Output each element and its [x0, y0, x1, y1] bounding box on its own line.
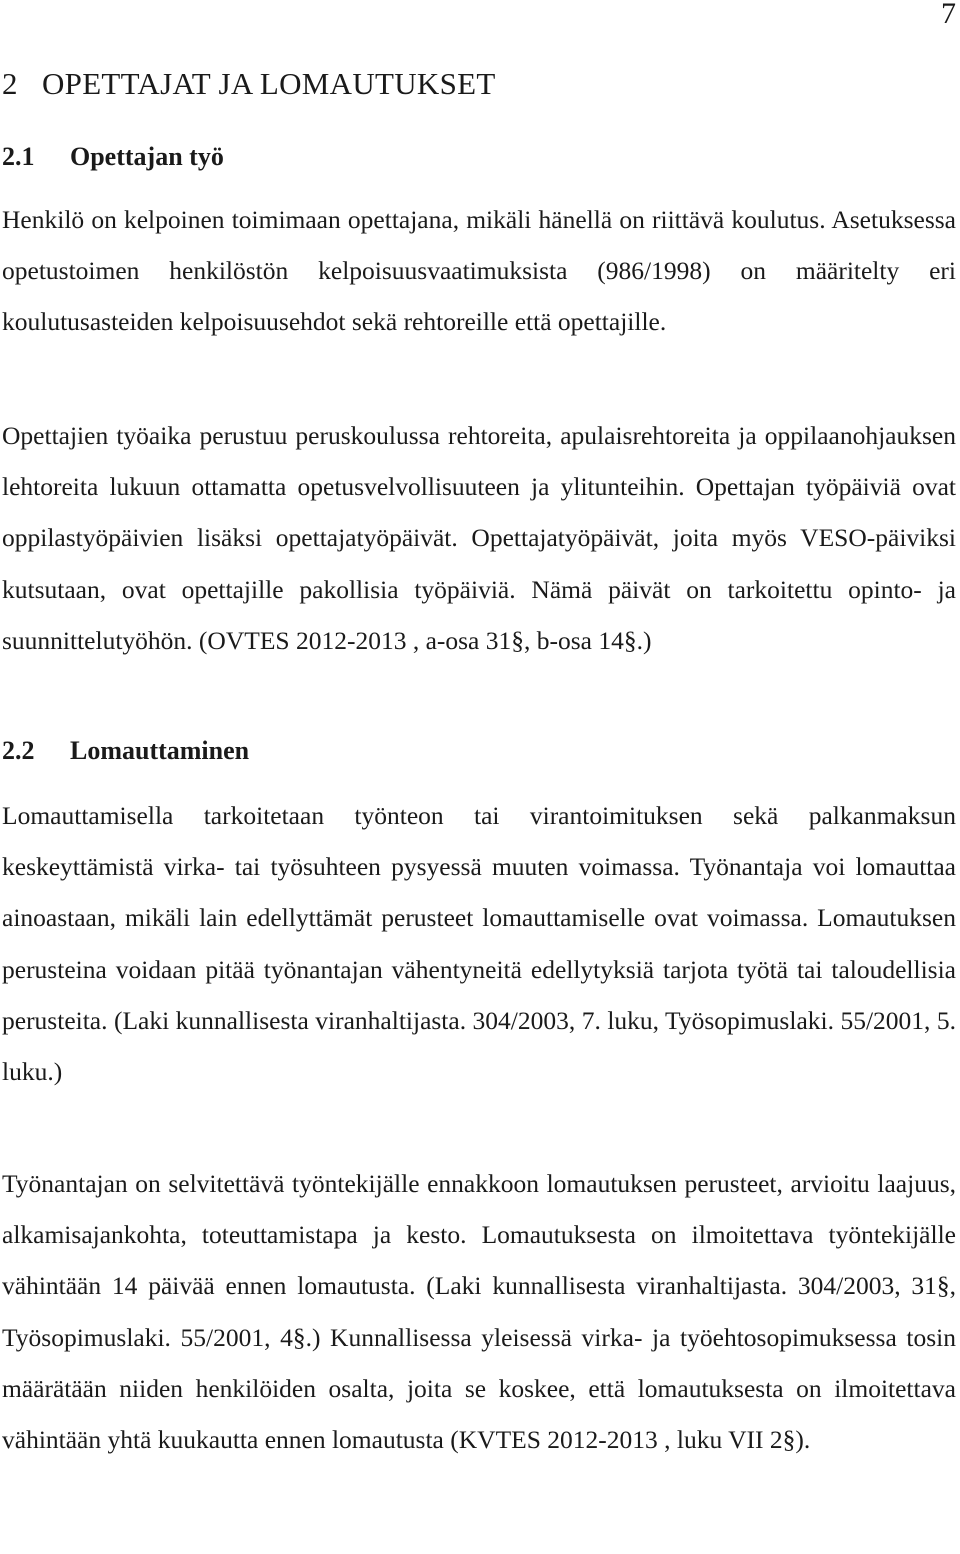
chapter-title: OPETTAJAT JA LOMAUTUKSET [41, 66, 496, 101]
section-title: Lomauttaminen [70, 736, 250, 765]
paragraph: Henkilö on kelpoinen toimimaan opettajana, mikäli hänellä on riittävä koulutus. Asetuksessa opetustoimen henkilöstön kelpoisuusvaatimuksista (986/1998) on määritelty eri koulutusasteiden kelpoisuusehdot sekä rehtoreille että opettajille. [2, 205, 956, 337]
section-heading-lomauttaminen [2, 734, 249, 768]
chapter-heading [2, 64, 496, 104]
section-number: 2.2 [2, 736, 35, 765]
section-heading-opettajan-tyo [2, 140, 224, 174]
paragraph: Opettajien työaika perustuu peruskoulussa rehtoreita, apulaisrehtoreita ja oppilaanohjauksen lehtoreita lukuun ottamatta opetusvelvollisuuteen ja ylitunteihin. Opettajan työpäiviä ovat oppilastyöpäivien lisäksi opettajatyöpäivät. Opettajatyöpäivät, joita myös VESO-päiviksi kutsutaan, ovat opettajille pakollisia työpäiviä. Nämä päivät on tarkoitettu opinto- ja suunnittelutyöhön. (OVTES 2012-2013 , a-osa 31§, b-osa 14§.) [2, 421, 956, 655]
paragraph: Työnantajan on selvitettävä työntekijälle ennakkoon lomautuksen perusteet, arvioitu laajuus, alkamisajankohta, toteuttamistapa ja kesto. Lomautuksesta on ilmoitettava työntekijälle vähintään 14 päivää ennen lomautusta. (Laki kunnallisesta viranhaltijasta. 304/2003, 31§, Työsopimuslaki. 55/2001, 4§.) Kunnallisessa yleisessä virka- ja työehtosopimuksessa tosin määrätään niiden henkilöiden osalta, joita se koskee, että lomautuksesta on ilmoitettava vähintään yhtä kuukautta ennen lomautusta (KVTES 2012-2013 , luku VII 2§). [2, 1169, 956, 1455]
paragraph: Lomauttamisella tarkoitetaan työnteon tai virantoimituksen sekä palkanmaksun keskeyttämistä virka- tai työsuhteen pysyessä muuten voimassa. Työnantaja voi lomauttaa ainoastaan, mikäli lain edellyttämät perusteet lomauttamiselle ovat voimassa. Lomautuksen perusteina voidaan pitää työnantajan vähentyneitä edellytyksiä tarjota työtä tai taloudellisia perusteita. (Laki kunnallisesta viranhaltijasta. 304/2003, 7. luku, Työsopimuslaki. 55/2001, 5. luku.) [2, 801, 956, 1087]
section-number: 2.1 [2, 142, 35, 171]
section-title: Opettajan työ [70, 142, 224, 171]
chapter-number: 2 [2, 66, 18, 101]
page-number: 7 [941, 0, 956, 30]
